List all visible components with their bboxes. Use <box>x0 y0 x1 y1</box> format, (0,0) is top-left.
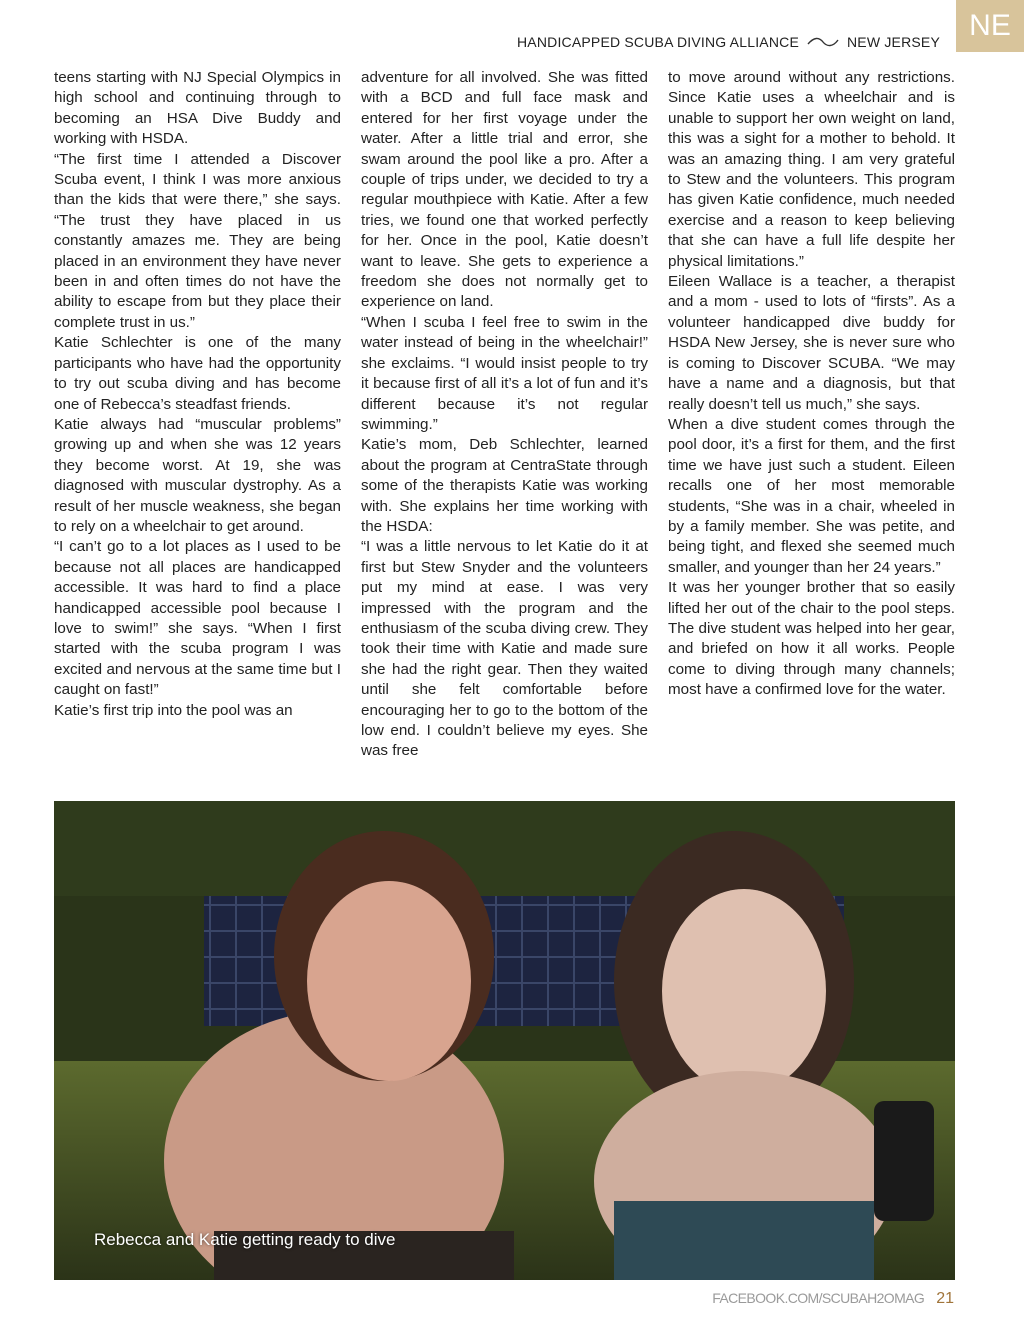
paragraph: “I was a little nervous to let Katie do it at first but Stew Snyder and the volunteers put my mind at ease. I was very impressed with the program and the enthusiasm of the scuba diving crew. They took their time with Katie and made sure she had the right gear. Then they waited until she felt comfortable before encouraging her to go to the bottom of the low end. I couldn’t believe my eyes. She was free <box>361 538 648 760</box>
footer-url[interactable]: FACEBOOK.COM/SCUBAH2OMAG <box>712 1290 925 1306</box>
wave-icon <box>807 36 839 48</box>
paragraph: adventure for all involved. She was fitted with a BCD and full face mask and entered for her first voyage under the water. After a little trial and error, she swam around the pool like a pro. After a couple of trips under, we decided to try a regular mouthpiece with Katie. After a few tries, we found one that worked perfectly for her. Once in the pool, Katie doesn’t want to leave. She gets to experience a freedom she does not normally get to experience on land. <box>361 69 648 311</box>
paragraph: It was her younger brother that so easily lifted her out of the chair to the pool steps. The dive student was helped into her gear, and briefed on how it all works. People come to diving through many channels; most have a confirmed love for the water. <box>668 579 955 699</box>
paragraph: to move around without any restrictions. Since Katie uses a wheelchair and is unable to support her own weight on land, this was a sight for a mother to behold. It was an amazing thing. I am very grateful to Stew and the volunteers. This program has given Katie confidence, much needed exercise and a reason to keep believing that she can have a full life despite her physical limitations.” <box>668 69 955 270</box>
page-number: 21 <box>936 1290 954 1307</box>
paragraph: “I can’t go to a lot places as I used to be because not all places are handicapped accessible. It was hard to find a place handicapped accessible pool because I love to swim!” she says. “When I first started with the scuba program I was excited and nervous at the same time but I caught on fast!” <box>54 538 341 699</box>
column-2 <box>361 68 648 788</box>
section-tab: NE <box>956 0 1024 52</box>
region-title: NEW JERSEY <box>846 34 940 50</box>
column-1 <box>54 68 341 788</box>
page-footer <box>712 1290 954 1308</box>
paragraph: Eileen Wallace is a teacher, a therapist and a mom - used to lots of “firsts”. As a volunteer handicapped dive buddy for HSDA New Jersey, she is never sure who is coming to Discover SCUBA. “We may have a name and a diagnosis, but that really doesn’t tell us much,” she says. <box>668 273 955 413</box>
running-header <box>517 34 940 50</box>
photo <box>54 801 955 1280</box>
paragraph: “When I scuba I feel free to swim in the water instead of being in the wheelchair!” she exclaims. “I would insist people to try it because first of all it’s a lot of fun and it’s different because it’s not regular swimming.” <box>361 313 648 433</box>
paragraph: teens starting with NJ Special Olympics in high school and continuing through to becoming an HSA Dive Buddy and working with HSDA. <box>54 69 341 148</box>
photo-caption: Rebecca and Katie getting ready to dive <box>94 1230 396 1249</box>
publication-section-title: HANDICAPPED SCUBA DIVING ALLIANCE <box>516 34 799 50</box>
column-3 <box>668 68 955 788</box>
paragraph: Katie always had “muscular problems” growing up and when she was 12 years they become worst. At 19, she was diagnosed with muscular dystrophy. As a result of her muscle weakness, she began to rely on a wheelchair to get around. <box>54 415 341 535</box>
photo-illustration <box>54 801 955 1280</box>
paragraph: “The first time I attended a Discover Scuba event, I think I was more anxious than the kids that were there,” she says. “The trust they have placed in us constantly amazes me. They are being placed in an environment they have never been in and often times do not have the ability to escape from but they place their complete trust in us.” <box>54 150 341 331</box>
paragraph: When a dive student comes through the pool door, it’s a first for them, and the first time we have just such a student. Eileen recalls one of her most memorable students, “She was in a chair, wheeled in by a family member. She was petite, and being tight, and flexed she seemed much smaller, and younger than her 24 years.” <box>668 415 955 576</box>
paragraph: Katie Schlechter is one of the many participants who have had the opportunity to try out scuba diving and has become one of Rebecca’s steadfast friends. <box>54 334 341 413</box>
paragraph: Katie’s mom, Deb Schlechter, learned about the program at CentraState through some of the therapists Katie was working with. She explains her time working with the HSDA: <box>361 436 648 535</box>
article-body <box>54 68 956 788</box>
paragraph: Katie’s first trip into the pool was an <box>54 701 293 719</box>
